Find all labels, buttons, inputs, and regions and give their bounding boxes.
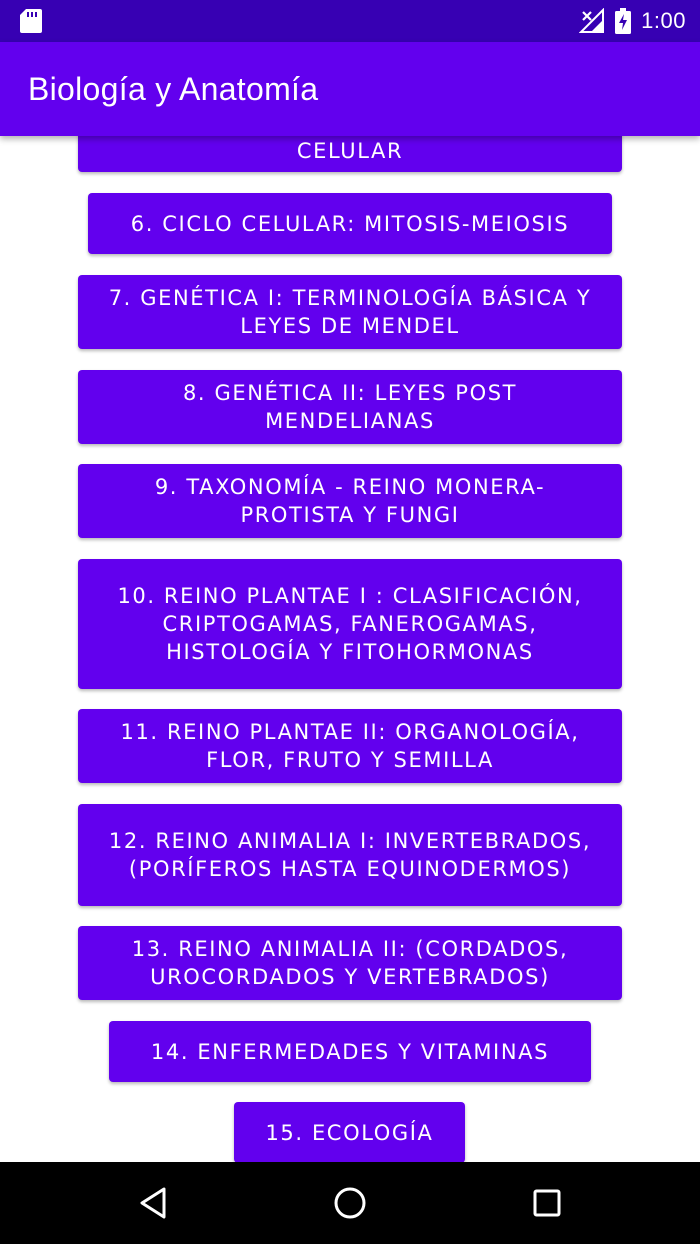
home-icon[interactable] [330, 1183, 370, 1223]
topic-button-15[interactable]: 15. ECOLOGÍA [234, 1102, 465, 1162]
navigation-bar [0, 1162, 700, 1244]
sd-card-icon [20, 9, 42, 33]
topic-button-7[interactable]: 7. GENÉTICA I: TERMINOLOGÍA BÁSICA Y LEYES DE MENDEL [78, 275, 622, 349]
topic-list[interactable] [0, 136, 700, 1162]
topic-button-5[interactable]: CELULAR [78, 136, 622, 172]
topic-button-11[interactable]: 11. REINO PLANTAE II: ORGANOLOGÍA, FLOR, FRUTO Y SEMILLA [78, 709, 622, 783]
topic-button-9[interactable]: 9. TAXONOMÍA - REINO MONERA-PROTISTA Y FUNGI [78, 464, 622, 538]
topic-button-6[interactable]: 6. CICLO CELULAR: MITOSIS-MEIOSIS [88, 193, 612, 254]
signal-off-icon [579, 8, 605, 34]
topic-button-8[interactable]: 8. GENÉTICA II: LEYES POST MENDELIANAS [78, 370, 622, 444]
topic-button-10[interactable]: 10. REINO PLANTAE I : CLASIFICACIÓN, CRIPTOGAMAS, FANEROGAMAS, HISTOLOGÍA Y FITOHORMONAS [78, 559, 622, 689]
app-bar [0, 42, 700, 136]
topic-button-12[interactable]: 12. REINO ANIMALIA I: INVERTEBRADOS, (PORÍFEROS HASTA EQUINODERMOS) [78, 804, 622, 906]
topic-button-14[interactable]: 14. ENFERMEDADES Y VITAMINAS [109, 1021, 591, 1082]
battery-charging-icon [615, 8, 631, 34]
topic-button-13[interactable]: 13. REINO ANIMALIA II: (CORDADOS, UROCORDADOS Y VERTEBRADOS) [78, 926, 622, 1000]
status-bar [0, 0, 700, 42]
recents-icon[interactable] [527, 1183, 567, 1223]
back-icon[interactable] [133, 1183, 173, 1223]
status-time: 1:00 [641, 8, 686, 33]
app-title: Biología y Anatomía [28, 71, 319, 107]
